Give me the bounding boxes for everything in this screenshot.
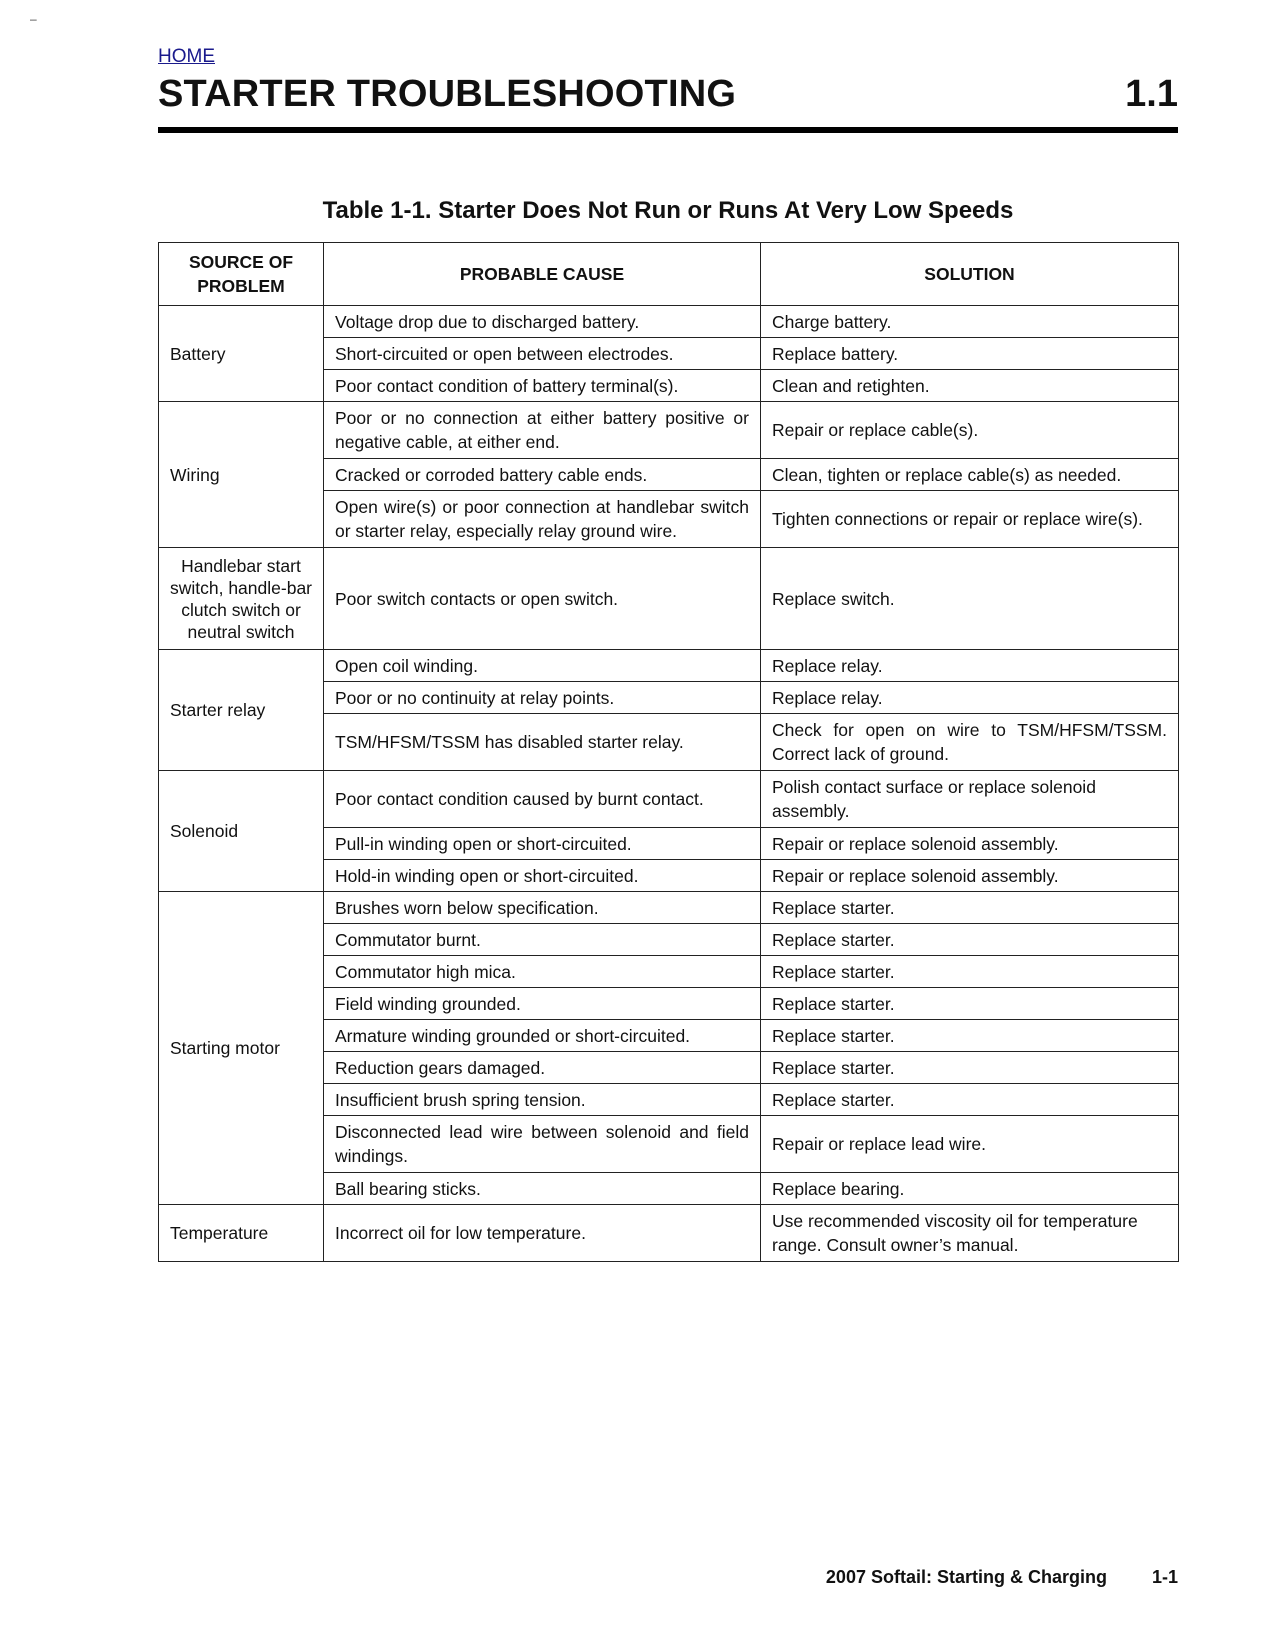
source-cell: Handlebar start switch, handle-bar clutch switch or neutral switch	[159, 548, 324, 650]
solution-cell: Repair or replace cable(s).	[761, 402, 1179, 459]
cause-cell: Commutator burnt.	[324, 924, 761, 956]
table-caption: Table 1-1. Starter Does Not Run or Runs At Very Low Speeds	[322, 197, 1014, 224]
title-divider	[158, 127, 1178, 133]
solution-cell: Use recommended viscosity oil for temperature range. Consult owner’s manual.	[761, 1205, 1179, 1262]
solution-cell: Replace starter.	[761, 988, 1179, 1020]
cause-cell: Brushes worn below specification.	[324, 892, 761, 924]
cause-cell: Hold-in winding open or short-circuited.	[324, 860, 761, 892]
cause-cell: Open wire(s) or poor connection at handlebar switch or starter relay, especially relay ground wire.	[324, 491, 761, 548]
solution-cell: Tighten connections or repair or replace wire(s).	[761, 491, 1179, 548]
cause-cell: Commutator high mica.	[324, 956, 761, 988]
table-row	[159, 402, 1179, 459]
table-header-row	[159, 243, 1179, 306]
cause-cell: Poor or no continuity at relay points.	[324, 682, 761, 714]
solution-cell: Replace battery.	[761, 338, 1179, 370]
solution-cell: Replace bearing.	[761, 1173, 1179, 1205]
solution-cell: Replace relay.	[761, 682, 1179, 714]
source-cell: Temperature	[159, 1205, 324, 1262]
cause-cell: Pull-in winding open or short-circuited.	[324, 828, 761, 860]
solution-cell: Replace starter.	[761, 924, 1179, 956]
solution-cell: Polish contact surface or replace solenoid assembly.	[761, 771, 1179, 828]
corner-mark: –	[30, 12, 37, 26]
page-header	[158, 72, 1178, 116]
solution-cell: Replace relay.	[761, 650, 1179, 682]
cause-cell: Armature winding grounded or short-circuited.	[324, 1020, 761, 1052]
page-footer	[826, 1567, 1178, 1588]
cause-cell: Short-circuited or open between electrodes.	[324, 338, 761, 370]
source-cell: Starter relay	[159, 650, 324, 771]
cause-cell: Ball bearing sticks.	[324, 1173, 761, 1205]
cause-cell: Poor contact condition caused by burnt contact.	[324, 771, 761, 828]
cause-cell: Cracked or corroded battery cable ends.	[324, 459, 761, 491]
cause-cell: Incorrect oil for low temperature.	[324, 1205, 761, 1262]
cause-cell: Open coil winding.	[324, 650, 761, 682]
solution-cell: Replace starter.	[761, 1020, 1179, 1052]
cause-cell: Insufficient brush spring tension.	[324, 1084, 761, 1116]
source-cell: Wiring	[159, 402, 324, 548]
cause-cell: Field winding grounded.	[324, 988, 761, 1020]
table-row	[159, 1205, 1179, 1262]
column-header-cause: PROBABLE CAUSE	[324, 243, 761, 306]
source-cell: Solenoid	[159, 771, 324, 892]
cause-cell: Poor contact condition of battery terminal(s).	[324, 370, 761, 402]
table-row	[159, 548, 1179, 650]
footer-title: 2007 Softail: Starting & Charging	[825, 1567, 1107, 1587]
column-header-source: SOURCE OF PROBLEM	[159, 243, 324, 306]
cause-cell: Reduction gears damaged.	[324, 1052, 761, 1084]
cause-cell: TSM/HFSM/TSSM has disabled starter relay.	[324, 714, 761, 771]
source-cell: Starting motor	[159, 892, 324, 1205]
solution-cell: Replace starter.	[761, 1052, 1179, 1084]
page-title: STARTER TROUBLESHOOTING	[158, 73, 737, 115]
solution-cell: Replace starter.	[761, 892, 1179, 924]
table-row	[159, 892, 1179, 924]
home-link[interactable]: HOME	[158, 46, 215, 67]
solution-cell: Clean and retighten.	[761, 370, 1179, 402]
cause-cell: Disconnected lead wire between solenoid and field windings.	[324, 1116, 761, 1173]
solution-cell: Replace starter.	[761, 1084, 1179, 1116]
column-header-solution: SOLUTION	[761, 243, 1179, 306]
troubleshooting-table	[158, 242, 1179, 1262]
page-number: 1-1	[1151, 1567, 1178, 1587]
solution-cell: Clean, tighten or replace cable(s) as needed.	[761, 459, 1179, 491]
cause-cell: Poor switch contacts or open switch.	[324, 548, 761, 650]
cause-cell: Poor or no connection at either battery positive or negative cable, at either end.	[324, 402, 761, 459]
solution-cell: Replace switch.	[761, 548, 1179, 650]
source-cell: Battery	[159, 306, 324, 402]
solution-cell: Repair or replace solenoid assembly.	[761, 860, 1179, 892]
solution-cell: Repair or replace solenoid assembly.	[761, 828, 1179, 860]
table-row	[159, 771, 1179, 828]
table-row	[159, 650, 1179, 682]
solution-cell: Check for open on wire to TSM/HFSM/TSSM. Correct lack of ground.	[761, 714, 1179, 771]
solution-cell: Repair or replace lead wire.	[761, 1116, 1179, 1173]
table-row	[159, 306, 1179, 338]
solution-cell: Charge battery.	[761, 306, 1179, 338]
cause-cell: Voltage drop due to discharged battery.	[324, 306, 761, 338]
solution-cell: Replace starter.	[761, 956, 1179, 988]
section-number: 1.1	[1125, 73, 1178, 115]
